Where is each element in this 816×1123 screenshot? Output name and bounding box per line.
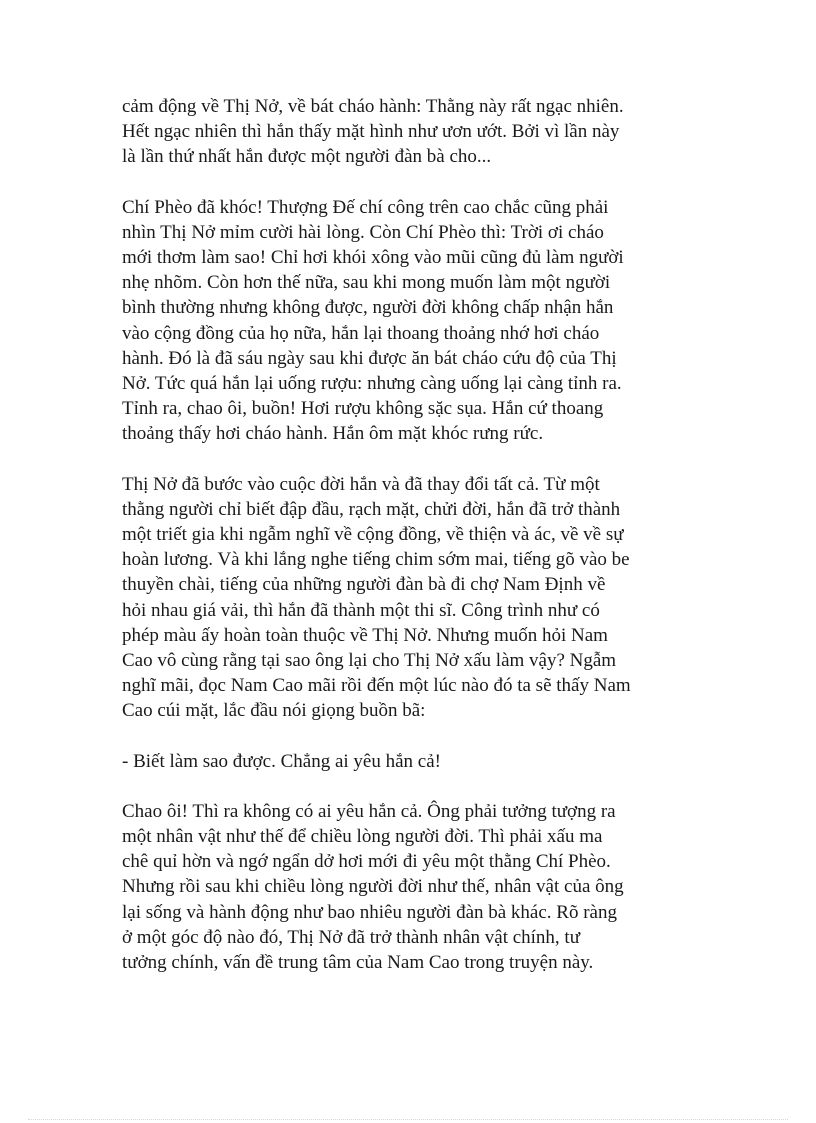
paragraph-3: [122, 472, 706, 724]
text-line: Nở. Tức quá hắn lại uống rượu: nhưng càng uống lại càng tỉnh ra.: [122, 373, 622, 395]
page-bottom-divider: [28, 1119, 788, 1120]
text-line: Thị Nở đã bước vào cuộc đời hắn và đã thay đổi tất cả. Từ một: [122, 473, 600, 495]
text-line: bình thường nhưng không được, người đời không chấp nhận hắn: [122, 297, 614, 319]
text-line: hành. Đó là đã sáu ngày sau khi được ăn bát cháo cứu độ của Thị: [122, 347, 617, 369]
text-line: Chí Phèo đã khóc! Thượng Đế chí công trên cao chắc cũng phải: [122, 196, 609, 218]
text-line: chê quỉ hờn và ngớ ngẩn dở hơi mới đi yêu một thằng Chí Phèo.: [122, 851, 611, 873]
text-line: hoàn lương. Và khi lắng nghe tiếng chim sớm mai, tiếng gõ vào be: [122, 549, 630, 571]
text-line: Cao cúi mặt, lắc đầu nói giọng buồn bã:: [122, 700, 426, 722]
text-line: mới thơm làm sao! Chỉ hơi khói xông vào mũi cũng đủ làm người: [122, 247, 624, 269]
text-line: nhẹ nhõm. Còn hơn thế nữa, sau khi mong muốn làm một người: [122, 272, 611, 294]
text-line: vào cộng đồng của họ nữa, hắn lại thoang thoảng nhớ hơi cháo: [122, 322, 600, 344]
text-line: một triết gia khi ngẫm nghĩ về cộng đồng, về thiện và ác, về về sự: [122, 524, 624, 546]
text-line: Hết ngạc nhiên thì hắn thấy mặt hình như ươn ướt. Bởi vì lần này: [122, 121, 620, 143]
document-page: [122, 94, 706, 1000]
text-line: ở một góc độ nào đó, Thị Nở đã trở thành nhân vật chính, tư: [122, 926, 581, 948]
text-line: Chao ôi! Thì ra không có ai yêu hắn cả. Ông phải tưởng tượng ra: [122, 800, 616, 822]
text-line: lại sống và hành động như bao nhiêu người đàn bà khác. Rõ ràng: [122, 901, 617, 923]
paragraph-1: [122, 94, 706, 170]
paragraph-2: [122, 195, 706, 447]
text-line: tưởng chính, vấn đề trung tâm của Nam Cao trong truyện này.: [122, 952, 594, 974]
paragraph-4-dialogue: [122, 749, 706, 774]
text-line: thằng người chỉ biết đập đầu, rạch mặt, chửi đời, hắn đã trở thành: [122, 498, 621, 520]
text-line: là lần thứ nhất hắn được một người đàn bà cho...: [122, 146, 492, 168]
text-line: cảm động về Thị Nở, về bát cháo hành: Thằng này rất ngạc nhiên.: [122, 96, 624, 117]
text-line: nghĩ mãi, đọc Nam Cao mãi rồi đến một lúc nào đó ta sẽ thấy Nam: [122, 675, 631, 697]
text-line: thuyền chài, tiếng của những người đàn bà đi chợ Nam Định về: [122, 574, 606, 596]
text-line: phép màu ấy hoàn toàn thuộc về Thị Nở. Nhưng muốn hỏi Nam: [122, 624, 608, 646]
text-line: - Biết làm sao được. Chẳng ai yêu hắn cả!: [122, 750, 441, 772]
paragraph-5: [122, 799, 706, 975]
text-line: hỏi nhau giá vải, thì hắn đã thành một thi sĩ. Công trình như có: [122, 599, 600, 621]
text-line: thoảng thấy hơi cháo hành. Hắn ôm mặt khóc rưng rức.: [122, 423, 544, 445]
text-line: nhìn Thị Nở mỉm cười hài lòng. Còn Chí Phèo thì: Trời ơi cháo: [122, 221, 604, 243]
text-line: Cao vô cùng rằng tại sao ông lại cho Thị Nở xấu làm vậy? Ngẫm: [122, 650, 617, 672]
text-line: Tỉnh ra, chao ôi, buồn! Hơi rượu không sặc sụa. Hắn cứ thoang: [122, 398, 604, 420]
text-line: Nhưng rồi sau khi chiều lòng người đời như thế, nhân vật của ông: [122, 876, 624, 898]
text-line: một nhân vật như thế để chiều lòng người đời. Thì phải xấu ma: [122, 826, 603, 848]
